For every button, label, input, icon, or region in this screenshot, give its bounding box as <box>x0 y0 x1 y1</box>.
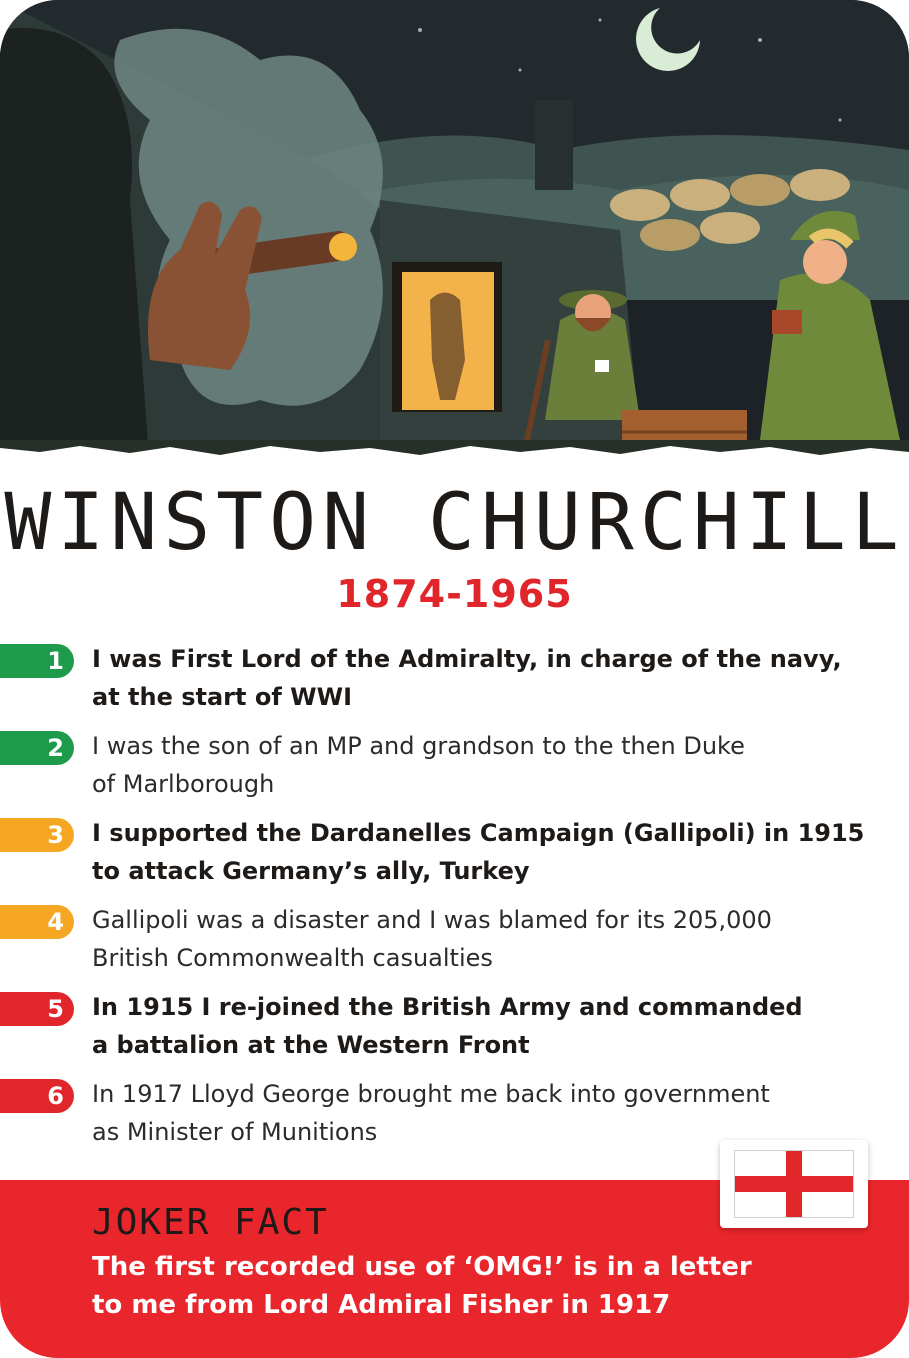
fact-number-tab <box>0 905 74 939</box>
fact-text: I supported the Dardanelles Campaign (Gallipoli) in 1915 to attack Germany’s ally, Turkey <box>92 819 865 885</box>
fact-text: Gallipoli was a disaster and I was blamed for its 205,000 British Commonwealth casualties <box>92 906 772 972</box>
fact-number-tab <box>0 1079 74 1113</box>
fact-number-tab <box>0 644 74 678</box>
trench-illustration <box>0 0 909 470</box>
fact-text: I was the son of an MP and grandson to the then Duke of Marlborough <box>92 732 745 798</box>
flag-badge <box>720 1140 868 1228</box>
fact-number: 6 <box>47 1082 64 1110</box>
fact-text: I was First Lord of the Admiralty, in charge of the navy, at the start of WWI <box>92 645 842 711</box>
card-title: WINSTON CHURCHILL <box>4 478 905 568</box>
fact-number: 5 <box>47 995 64 1023</box>
life-dates: 1874-1965 <box>336 572 573 616</box>
england-flag-icon <box>734 1150 854 1218</box>
fact-number: 3 <box>47 821 64 849</box>
fact-number: 1 <box>47 647 64 675</box>
fact-text: In 1915 I re-joined the British Army and commanded a battalion at the Western Front <box>92 993 803 1059</box>
fact-number-tab <box>0 818 74 852</box>
fact-text: In 1917 Lloyd George brought me back into government as Minister of Munitions <box>92 1080 770 1146</box>
fact-number: 4 <box>47 908 64 936</box>
joker-fact-label: JOKER FACT <box>92 1202 329 1243</box>
fact-number-tab <box>0 992 74 1026</box>
fact-number: 2 <box>47 734 64 762</box>
fact-number-tab <box>0 731 74 765</box>
joker-fact-text: The first recorded use of ‘OMG!’ is in a letter to me from Lord Admiral Fisher in 1917 <box>92 1252 752 1320</box>
